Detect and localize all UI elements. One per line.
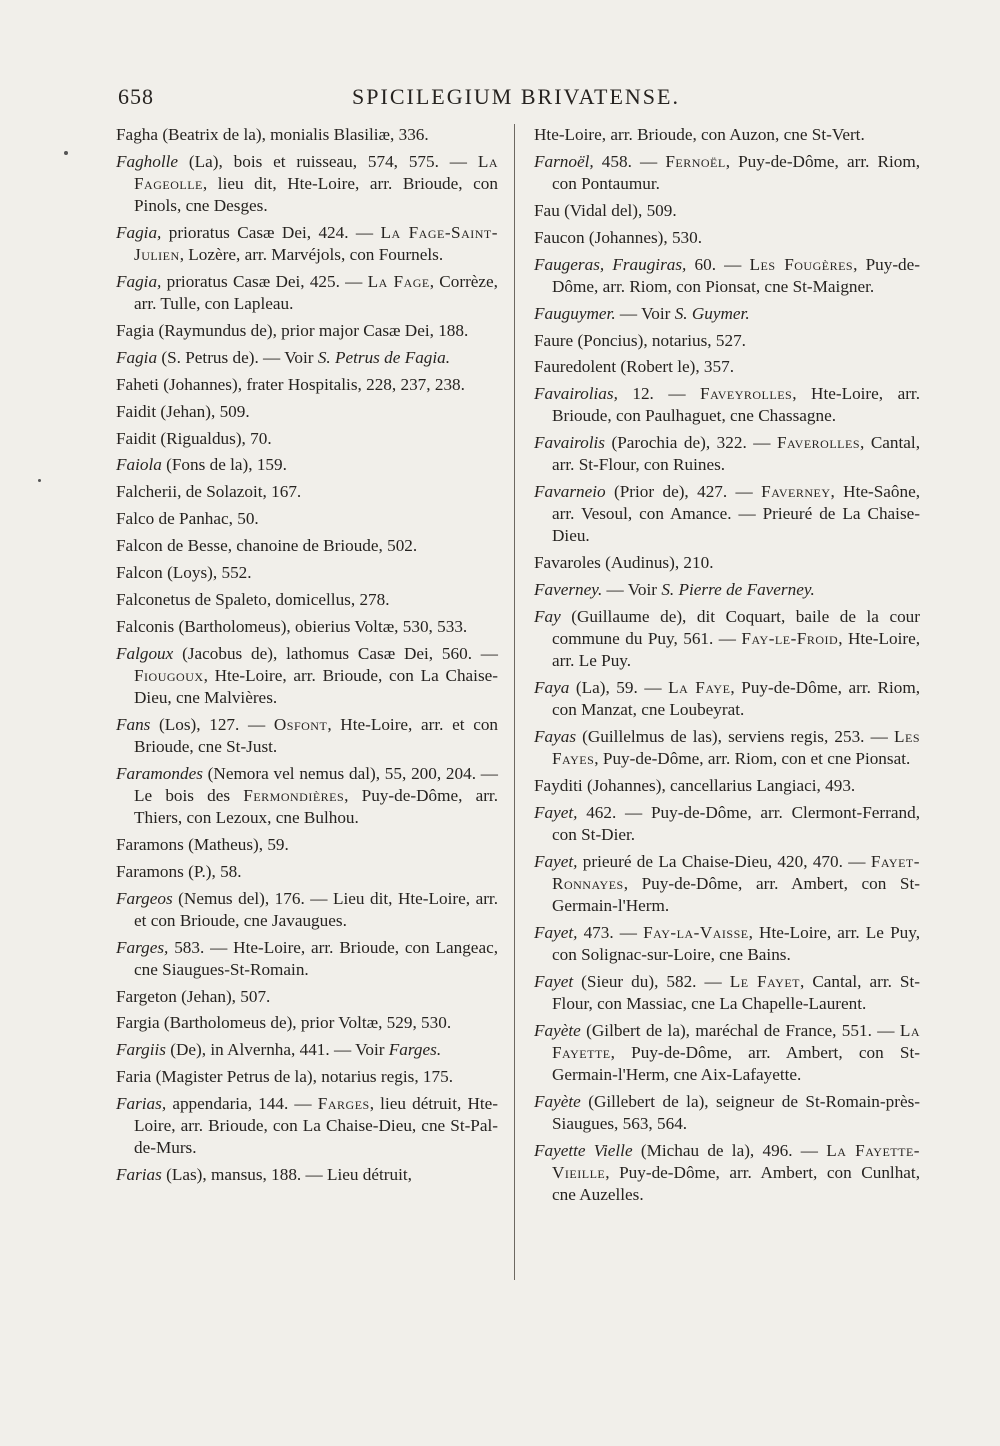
entry-text: (La), bois et ruisseau, 574, 575. — [178,151,478,171]
entry-location: , Hte-Saône, arr. Vesoul, con Amance. — Prieuré de La Chaise-Dieu. [552,482,921,546]
entry-location: , Hte-Loire, arr. Le Puy. [552,629,921,671]
entry-lemma: Farias, [116,1094,167,1114]
place-name: Faverolles [776,433,860,453]
entry-lemma: Faiola [116,455,162,475]
entry-text: de Spaleto, domicellus, 278. [190,589,390,609]
index-entry [116,714,498,758]
index-entry [116,481,498,503]
entry-text: (Prior de), 427. — [605,482,762,502]
entry-text: (La), 59. — [569,678,669,698]
entry-text: (Beatrix de la), monialis Blasiliæ, 336. [158,125,429,144]
entry-lemma: Fay [534,607,561,627]
page-header [118,84,914,116]
column-divider [514,124,515,1280]
index-entry [116,124,498,146]
entry-location: , Puy-de-Dôme, arr. Ambert, con Cunlhat, cne Auzelles. [552,1163,920,1205]
index-entry [534,606,920,672]
entry-text: (Guillaume de), dit Coquart, baile de la cour commune du Puy, 561. — [552,607,920,649]
index-entry [116,401,498,423]
entry-lemma: Fayète [534,1092,581,1112]
entry-text: (Jehan), 507. [176,986,271,1006]
entry-lemma: Falco [116,509,155,529]
entry-lemma: Faverney. [534,580,603,600]
index-entry [534,124,920,146]
place-name: Fiougoux [134,665,204,685]
place-name: Les Fougères [749,254,854,274]
place-name: Le Fayet [729,972,800,992]
entry-location: , Puy-de-Dôme, arr. Thiers, con Lezoux, cne Bulhou. [134,785,498,827]
entry-lemma: Farges, [116,937,169,957]
index-entry [116,508,498,530]
entry-text: appendaria, 144. — [166,1094,318,1114]
entry-lemma: Fayet [534,972,574,992]
entry-location: , Hte-Loire, arr. et con Brioude, cne St-Just. [134,714,499,756]
place-name: La Faye [668,678,731,698]
index-entry [534,775,920,797]
index-entry [534,552,920,574]
entry-text: prioratus Casæ Dei, 424. — [161,222,381,242]
entry-text: (Loys), 552. [162,562,252,582]
entry-lemma: Falcon [116,562,163,582]
entry-text: 583. — Hte-Loire, arr. Brioude, con Langeac, cne Siaugues-St-Romain. [134,937,498,979]
running-title: SPICILEGIUM BRIVATENSE. [352,84,680,109]
index-entry [116,535,498,557]
entry-text: (Las), mansus, 188. — Lieu détruit, [161,1165,412,1185]
entry-text: (Johannes), frater Hospitalis, 228, 237, 238. [158,374,465,394]
entry-text: prieuré de La Chaise-Dieu, 420, 470. — [577,852,871,872]
entry-text: (Michau de la), 496. — [632,1141,827,1161]
place-name: La Fage [367,271,430,291]
index-entry [534,151,920,195]
entry-text: (Fons de la), 159. [161,455,287,475]
index-entry [534,432,920,476]
entry-text: (Gillebert de la), seigneur de St-Romain-près-Siaugues, 563, 564. [552,1092,920,1134]
entry-location: , Puy-de-Dôme, arr. Riom, con Pionsat, cne St-Maigner. [552,254,920,296]
entry-text: (Raymundus de), prior major Casæ Dei, 188. [154,320,469,340]
entry-lemma: Falconis [116,616,175,636]
index-entry [116,861,498,883]
margin-mark [64,151,68,155]
entry-text: 458. — [593,151,666,171]
entry-text: de Solazoit, 167. [181,482,302,502]
entry-lemma: Faramons [116,834,184,854]
entry-lemma: Faucon [534,227,585,247]
entry-lemma: Falgoux [116,643,174,663]
index-entry [534,971,920,1015]
entry-text: (Sieur du), 582. — [573,972,730,992]
index-entry [534,303,920,325]
margin-mark [38,479,41,482]
entry-text: (De), in Alvernha, 441. — Voir [165,1040,389,1060]
cross-reference: Farges. [388,1040,442,1060]
entry-lemma: Fagia, [116,271,162,291]
index-entry [534,677,920,721]
index-entry [116,320,498,342]
place-name: La Fayette-Vieille [552,1141,920,1183]
entry-text: (Vidal del), 509. [559,200,677,220]
place-name: Fay-le-Froid [741,629,839,649]
entry-text: 60. — [686,254,750,274]
entry-text: (Nemora vel nemus dal), 55, 200, 204. — Le bois des [134,763,498,805]
index-entry [534,481,920,547]
index-entry [534,383,920,427]
entry-text: — Voir [615,303,675,323]
place-name: Fernoël [665,151,726,171]
entry-lemma: Fargia [116,1013,160,1033]
entry-lemma: Faria [116,1067,152,1087]
index-entry [116,986,498,1008]
index-entry [116,616,498,638]
entry-location: , Hte-Loire, arr. Le Puy, con Solignac-sur-Loire, cne Bains. [552,923,921,965]
index-entry [116,1093,498,1159]
entry-lemma: Fargeton [116,986,177,1006]
entry-text: (Bartholomeus de), prior Voltæ, 529, 530. [159,1013,452,1033]
index-entry [116,1066,498,1088]
entry-location: , Puy-de-Dôme, arr. Riom, con Pontaumur. [552,151,921,193]
place-name: Faverney [761,482,831,502]
index-entry [116,562,498,584]
entry-location: , Cantal, arr. St-Flour, con Ruines. [552,433,920,475]
entry-text: (Matheus), 59. [183,834,289,854]
entry-lemma: Fagia [116,320,155,340]
index-entry [116,428,498,450]
index-entry [534,227,920,249]
entry-lemma: Farias [116,1165,162,1185]
entry-text: (Nemus del), 176. — Lieu dit, Hte-Loire, arr. et con Brioude, cne Javaugues. [134,888,498,930]
right-column [534,124,920,1211]
entry-lemma: Fauguymer. [534,303,616,323]
entry-lemma: Favaroles [534,553,601,573]
entry-lemma: Fagia, [116,222,162,242]
entry-text: (Bartholomeus), obierius Voltæ, 530, 533. [174,616,468,636]
entry-location: , Puy-de-Dôme, arr. Riom, con et cne Pionsat. [594,749,911,769]
index-entry [116,151,498,217]
entry-text: 462. — Puy-de-Dôme, arr. Clermont-Ferrand, con St-Dier. [552,803,920,845]
index-entry [116,347,498,369]
entry-lemma: Fayet, [534,852,578,872]
index-entry [116,888,498,932]
cross-reference: S. Pierre de Faverney. [661,580,815,600]
place-name: Les Fayes [552,727,920,769]
index-entry [534,254,920,298]
entry-lemma: Faheti [116,374,159,394]
entry-location: , lieu détruit, Hte-Loire, arr. Brioude, con La Chaise-Dieu, cne St-Pal-de-Murs. [134,1094,498,1158]
entry-location: , lieu dit, Hte-Loire, arr. Brioude, con Pinols, cne Desges. [134,173,498,216]
entry-lemma: Faidit [116,428,157,448]
left-column [116,124,498,1191]
index-entry [116,454,498,476]
entry-lemma: Faugeras, Fraugiras, [534,254,687,274]
page-number: 658 [118,84,154,109]
entry-text: (Los), 127. — [150,714,274,734]
entry-lemma: Faidit [116,401,157,421]
entry-lemma: Fans [116,714,151,734]
entry-lemma: Faya [534,678,570,698]
cross-reference: S. Petrus de Fagia. [317,347,451,367]
entry-lemma: Fauredolent [534,357,617,377]
entry-text: (Rigualdus), 70. [156,428,272,448]
entry-text: (Audinus), 210. [600,553,714,573]
entry-text: (P.), 58. [183,861,242,881]
index-entry [116,271,498,315]
entry-lemma: Faramons [116,861,184,881]
entry-lemma: Farnoël, [534,151,594,171]
entry-location: , Lozère, arr. Marvéjols, con Fournels. [179,245,444,265]
index-entry [534,1140,920,1206]
entry-lemma: Fayas [534,727,577,747]
entry-location: , Cantal, arr. St-Flour, con Massiac, cne La Chapelle-Laurent. [552,972,920,1014]
entry-text: 473. — [577,923,644,943]
index-entry [116,643,498,709]
entry-lemma: Fagia [116,347,158,367]
entry-lemma: Fayette Vielle [534,1141,633,1161]
index-entry [116,763,498,829]
place-name: Fayet-Ronnayes [552,852,920,894]
entry-lemma: Fayète [534,1021,581,1041]
entry-lemma: Falconetus [116,589,191,609]
index-entry [116,1164,498,1186]
entry-text: de Besse, chanoine de Brioude, 502. [162,536,418,556]
entry-lemma: Fayet, [534,923,578,943]
cross-reference: S. Guymer. [674,303,750,323]
entry-lemma: Favarneio [534,482,606,502]
entry-location: , Puy-de-Dôme, arr. Ambert, con St-Germain-l'Herm. [552,874,920,916]
entry-text: — Voir [602,580,662,600]
entry-text: (S. Petrus de). — Voir [157,347,318,367]
entry-text: (Poncius), notarius, 527. [573,330,746,350]
entry-text: (Jacobus de), lathomus Casæ Dei, 560. — [173,643,498,663]
entry-lemma: Falcon [116,536,163,556]
index-entry [116,1012,498,1034]
place-name: Farges [317,1094,370,1114]
index-entry [534,330,920,352]
index-entry [534,726,920,770]
entry-location: , Hte-Loire, arr. Brioude, con Paulhaguet, cne Chassagne. [552,384,921,426]
index-entry [116,937,498,981]
entry-text: (Jehan), 509. [156,401,250,421]
index-entry [534,356,920,378]
entry-text: de Panhac, 50. [154,509,259,529]
entry-text: (Magister Petrus de la), notarius regis, 175. [151,1067,453,1087]
index-entry [534,1020,920,1086]
entry-lemma: Fayditi [534,776,583,796]
entry-lemma: Fargeos [116,888,173,908]
entry-text: (Robert le), 357. [616,357,735,377]
entry-text: (Johannes), cancellarius Langiaci, 493. [582,776,856,796]
place-name: Faveyrolles [700,384,793,404]
index-entry [116,222,498,266]
index-entry [116,1039,498,1061]
entry-lemma: Fagha [116,125,159,144]
entry-lemma: Fau [534,200,560,220]
index-entry [534,200,920,222]
place-name: La Fage-Saint-Julien [134,222,498,265]
entry-text: (Parochia de), 322. — [604,433,777,453]
entry-lemma: Faramondes [116,763,203,783]
entry-location: , Corrèze, arr. Tulle, con Lapleau. [134,271,498,314]
entry-text: prioratus Casæ Dei, 425. — [161,271,368,291]
entry-location: , Puy-de-Dôme, arr. Ambert, con St-Germain-l'Herm, cne Aix-Lafayette. [552,1043,920,1085]
place-name: Fermondières [243,785,345,805]
place-name: Fay-la-Vaisse [643,923,749,943]
entry-text: (Johannes), 530. [584,227,703,247]
entry-lemma: Fargiis [116,1040,166,1060]
index-entry [534,802,920,846]
entry-text: Hte-Loire, arr. Brioude, con Auzon, cne St-Vert. [534,125,865,144]
place-name: La Fageolle [134,151,498,193]
entry-lemma: Favairolias, [534,384,618,404]
entry-text: (Gilbert de la), maréchal de France, 551. — [580,1021,900,1041]
entry-lemma: Fagholle [116,151,179,171]
entry-text: 12. — [617,384,701,404]
entry-lemma: Fayet, [534,803,578,823]
place-name: Osfont [273,714,328,734]
index-entry [116,834,498,856]
index-entry [534,851,920,917]
entry-location: , Puy-de-Dôme, arr. Riom, con Manzat, cne Loubeyrat. [552,678,921,720]
entry-lemma: Faure [534,330,574,350]
index-entry [534,922,920,966]
index-entry [534,579,920,601]
entry-lemma: Favairolis [534,433,605,453]
place-name: La Fayette [552,1021,920,1063]
index-entry [116,374,498,396]
index-entry [116,589,498,611]
entry-lemma: Falcherii, [116,482,182,502]
entry-location: , Hte-Loire, arr. Brioude, con La Chaise-Dieu, cne Malvières. [134,665,498,707]
index-entry [534,1091,920,1135]
entry-text: (Guillelmus de las), serviens regis, 253. — [576,727,894,747]
